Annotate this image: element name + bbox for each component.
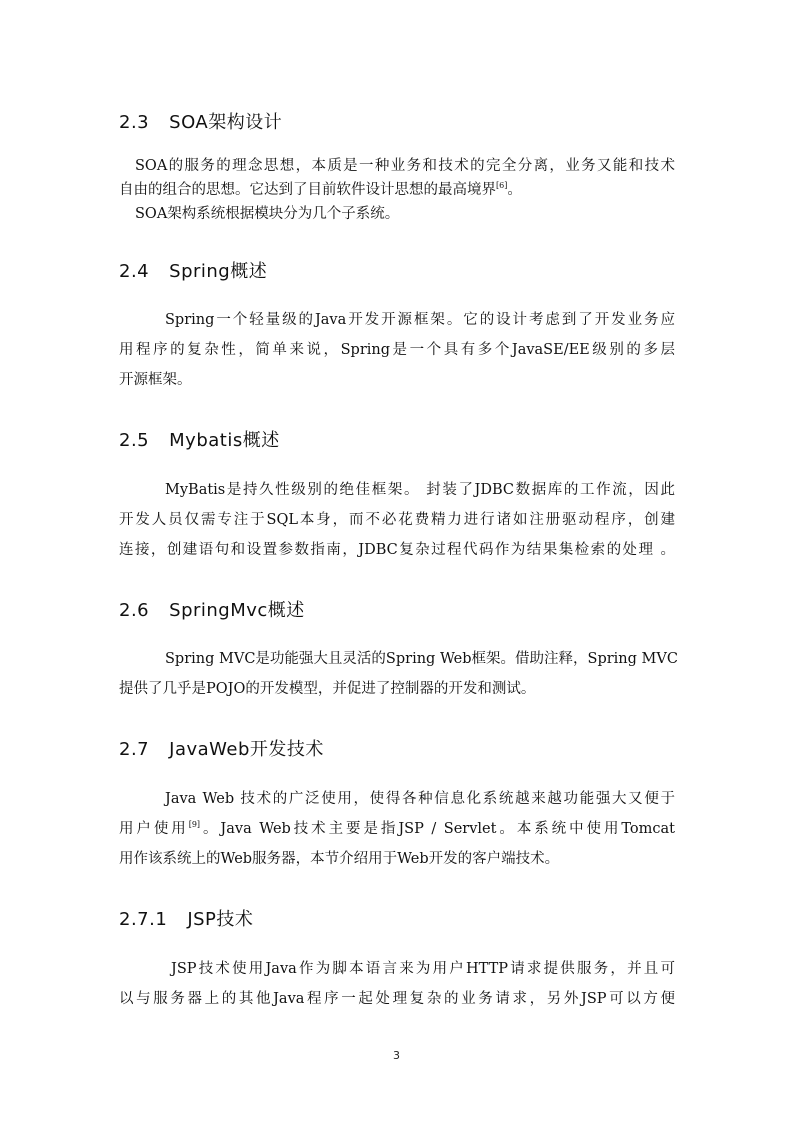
section-title: JSP技术 xyxy=(187,909,254,930)
paragraph-line: 以与服务器上的其他Java程序一起处理复杂的业务请求，另外JSP可以方便 xyxy=(119,991,675,1007)
paragraph-line: SOA架构系统根据模块分为几个子系统。 xyxy=(135,206,400,222)
section-heading-2-3 xyxy=(119,108,282,134)
section-title: SpringMvc概述 xyxy=(169,600,305,621)
section-heading-2-7 xyxy=(119,735,324,761)
section-heading-2-5 xyxy=(119,426,280,452)
paragraph-line: SOA的服务的理念思想，本质是一种业务和技术的完全分离，业务又能和技术 xyxy=(135,158,675,174)
section-title: SOA架构设计 xyxy=(169,112,283,133)
paragraph-line: 开源框架。 xyxy=(119,372,192,388)
page-number: 3 xyxy=(393,1049,400,1062)
section-number: 2.5 xyxy=(119,430,150,451)
section-number: 2.3 xyxy=(119,112,150,133)
paragraph-line: 连接，创建语句和设置参数指南，JDBC复杂过程代码作为结果集检索的处理 。 xyxy=(119,542,675,558)
section-number: 2.7 xyxy=(119,739,150,760)
paragraph-line: JSP技术使用Java作为脚本语言来为用户HTTP请求提供服务，并且可 xyxy=(171,961,675,977)
section-title: Mybatis概述 xyxy=(169,430,280,451)
citation-ref[interactable]: [9] xyxy=(188,820,201,829)
citation-ref[interactable]: [6] xyxy=(496,181,508,190)
paragraph-line: Spring MVC是功能强大且灵活的Spring Web框架。借助注释，Spring MVC xyxy=(165,651,678,667)
paragraph-line: 提供了几乎是POJO的开发模型，并促进了控制器的开发和测试。 xyxy=(119,681,536,697)
section-heading-2-7-1 xyxy=(119,905,253,931)
paragraph-line: 用作该系统上的Web服务器，本节介绍用于Web开发的客户端技术。 xyxy=(119,851,560,867)
paragraph-line: 开发人员仅需专注于SQL本身，而不必花费精力进行诸如注册驱动程序，创建 xyxy=(119,512,675,528)
paragraph-line: MyBatis是持久性级别的绝佳框架。 封装了JDBC数据库的工作流，因此 xyxy=(165,482,675,498)
section-number: 2.7.1 xyxy=(119,909,168,930)
section-heading-2-6 xyxy=(119,596,305,622)
paragraph-line: Java Web 技术的广泛使用，使得各种信息化系统越来越功能强大又便于 xyxy=(165,791,675,807)
paragraph-line: 自由的组合的思想。它达到了目前软件设计思想的最高境界[6]。 xyxy=(119,181,522,198)
section-title: Spring概述 xyxy=(169,261,268,282)
section-heading-2-4 xyxy=(119,257,267,283)
section-number: 2.4 xyxy=(119,261,150,282)
section-number: 2.6 xyxy=(119,600,150,621)
paragraph-line: Spring一个轻量级的Java开发开源框架。它的设计考虑到了开发业务应 xyxy=(165,312,675,328)
paragraph-line: 用程序的复杂性，简单来说，Spring是一个具有多个JavaSE/EE级别的多层 xyxy=(119,342,675,358)
paragraph-line: 用户使用[9]。Java Web技术主要是指JSP / Servlet。本系统中使用Tomcat xyxy=(119,820,675,837)
section-title: JavaWeb开发技术 xyxy=(169,739,324,760)
